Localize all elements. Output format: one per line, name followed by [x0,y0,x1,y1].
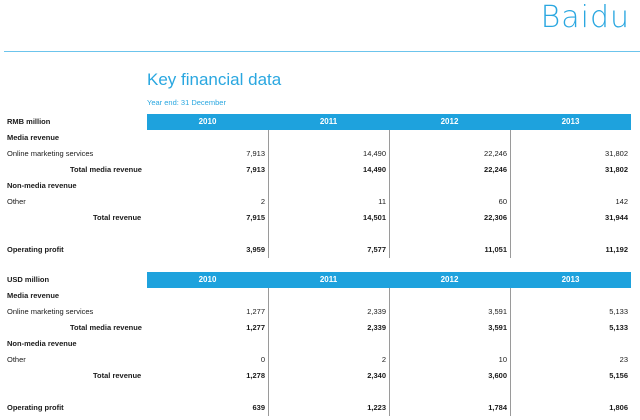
table-row [0,288,640,304]
cell-value: 142 [615,197,628,206]
cell-value: 14,490 [363,149,386,158]
cell-value: 5,133 [609,323,628,332]
row-label: Total media revenue [70,165,142,174]
table-row [0,242,640,258]
brand-logo: Baidu [540,0,630,35]
cell-value: 31,802 [605,165,628,174]
cell-value: 22,306 [484,213,507,222]
year-header-2013: 2013 [561,275,580,284]
cell-value: 1,806 [609,403,628,412]
row-label: Total revenue [93,213,142,222]
cell-value: 1,223 [367,403,386,412]
row-label: Media revenue [7,291,60,300]
year-header-bar [147,272,631,288]
table-row [0,368,640,384]
table-header-row [0,272,640,288]
table-row [0,162,640,178]
cell-value: 14,490 [363,165,386,174]
year-header-bar [147,114,631,130]
cell-value: 11,192 [605,245,628,254]
table-row [0,384,640,400]
cell-value: 11 [378,197,386,206]
year-header-2013: 2013 [561,117,580,126]
header-rule [4,51,640,52]
cell-value: 3,600 [488,371,507,380]
table-row [0,304,640,320]
table-row [0,146,640,162]
table-row [0,194,640,210]
row-label: Media revenue [7,133,60,142]
row-label: Non-media revenue [7,181,77,190]
cell-value: 60 [498,197,507,206]
cell-value: 3,959 [246,245,265,254]
cell-value: 1,784 [488,403,507,412]
page-subtitle: Year end: 31 December [147,98,226,107]
table-row [0,352,640,368]
row-label: Online marketing services [7,307,94,316]
table-row [0,210,640,226]
table-row [0,226,640,242]
cell-value: 1,277 [246,307,265,316]
table-header-row [0,114,640,130]
cell-value: 639 [252,403,265,412]
cell-value: 2,340 [367,371,386,380]
table-row [0,400,640,416]
cell-value: 0 [260,355,265,364]
cell-value: 10 [498,355,507,364]
year-header-2012: 2012 [440,117,459,126]
cell-value: 3,591 [488,307,507,316]
year-header-2012: 2012 [440,275,459,284]
cell-value: 23 [619,355,628,364]
row-label: Other [7,355,26,364]
table-row [0,130,640,146]
row-label: Other [7,197,26,206]
cell-value: 3,591 [488,323,507,332]
cell-value: 22,246 [484,165,507,174]
unit-label: USD million [7,275,50,284]
cell-value: 31,944 [605,213,628,222]
table-row [0,336,640,352]
year-header-2010: 2010 [198,275,217,284]
cell-value: 14,501 [363,213,386,222]
row-label: Operating profit [7,245,64,254]
cell-value: 7,915 [246,213,265,222]
row-label: Operating profit [7,403,64,412]
cell-value: 7,913 [246,165,265,174]
cell-value: 5,133 [609,307,628,316]
cell-value: 2 [260,197,265,206]
row-label: Total media revenue [70,323,142,332]
cell-value: 2 [381,355,386,364]
unit-label: RMB million [7,117,51,126]
cell-value: 1,277 [246,323,265,332]
cell-value: 31,802 [605,149,628,158]
cell-value: 7,913 [246,149,265,158]
year-header-2011: 2011 [319,117,338,126]
year-header-2011: 2011 [319,275,338,284]
row-label: Total revenue [93,371,142,380]
page-title: Key financial data [147,70,282,89]
cell-value: 7,577 [367,245,386,254]
cell-value: 22,246 [484,149,507,158]
row-label: Online marketing services [7,149,94,158]
year-header-2010: 2010 [198,117,217,126]
row-label: Non-media revenue [7,339,77,348]
cell-value: 2,339 [367,307,386,316]
cell-value: 2,339 [367,323,386,332]
table-row [0,178,640,194]
table-row [0,320,640,336]
cell-value: 5,156 [609,371,628,380]
cell-value: 11,051 [484,245,507,254]
cell-value: 1,278 [246,371,265,380]
